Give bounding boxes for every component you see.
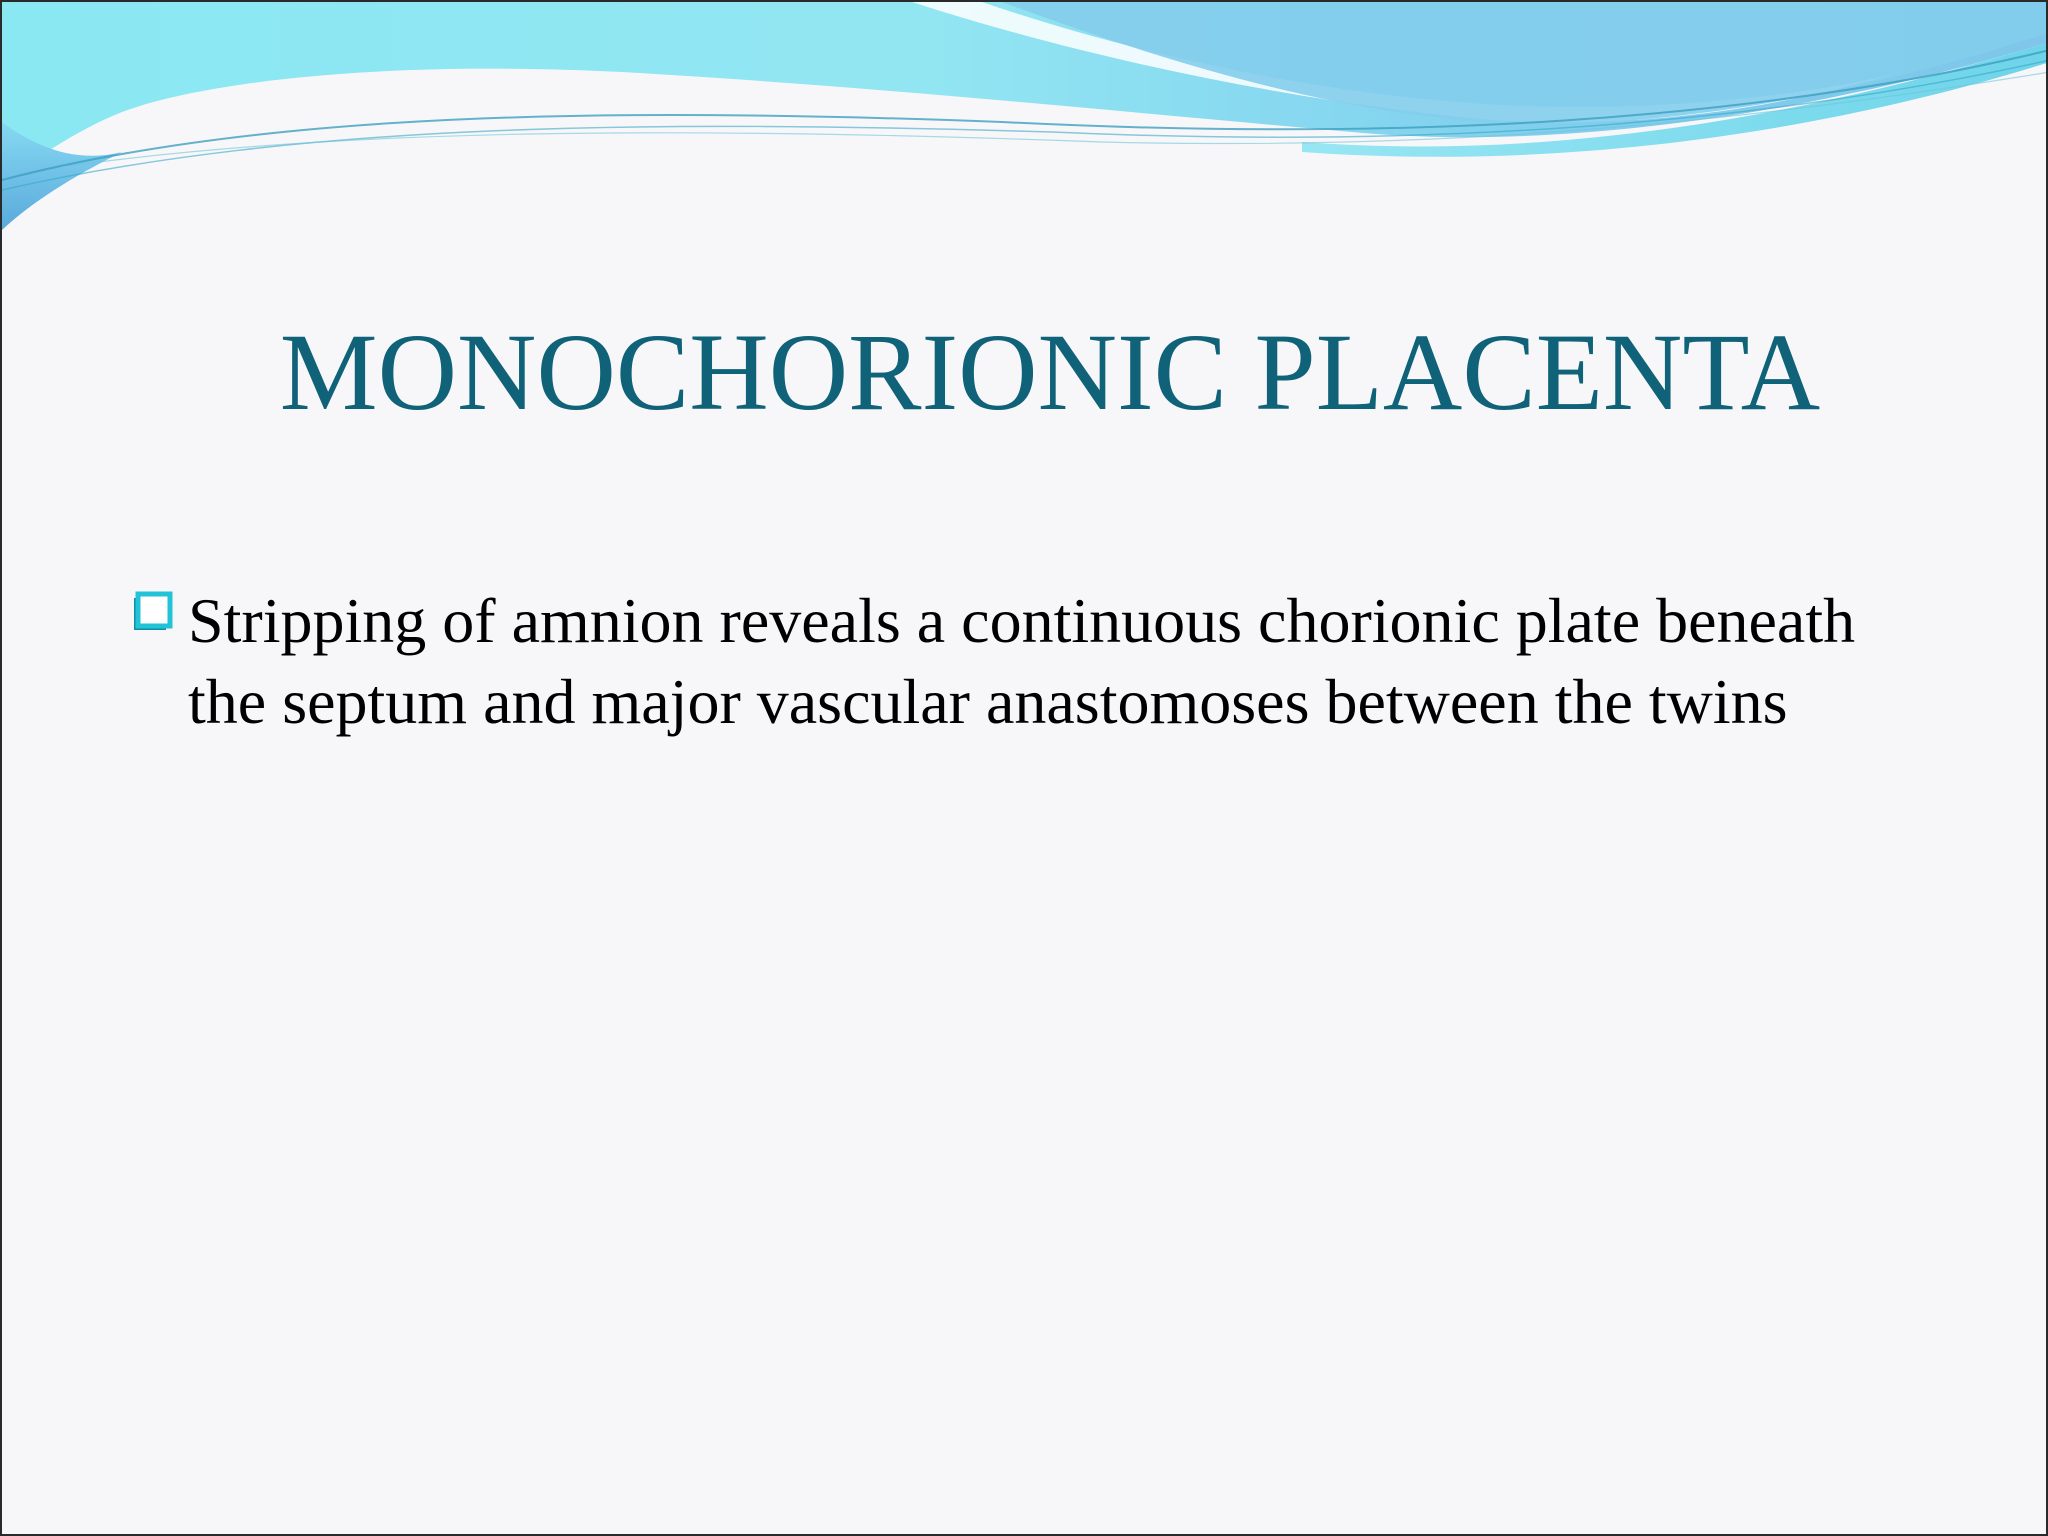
hollow-square-bullet-icon: [130, 590, 174, 634]
bullet-text: Stripping of amnion reveals a continuous chorionic plate beneath the septum and major vascular anastomoses between the twins: [188, 585, 1856, 737]
bullet-list: [130, 580, 1930, 742]
slide-title: MONOCHORIONIC PLACENTA: [279, 311, 1821, 433]
header-wave-decoration: [2, 2, 2048, 242]
bullet-item: [130, 580, 1930, 742]
